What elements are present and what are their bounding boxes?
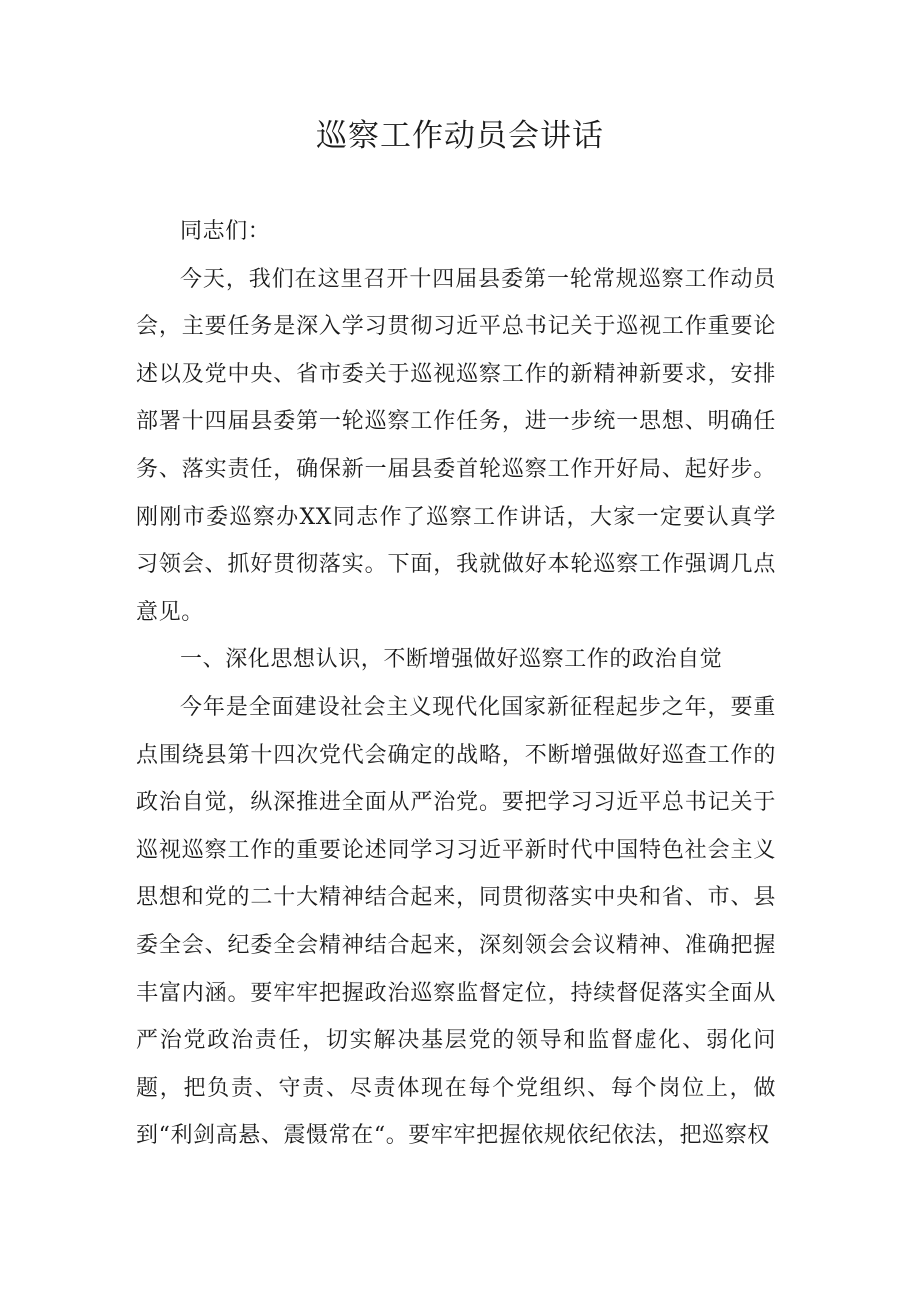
document-title: 巡察工作动员会讲话 (316, 118, 604, 154)
opening-paragraph: 今天，我们在这里召开十四届县委第一轮常规巡察工作动员会，主要任务是深入学习贯彻习近平总书记关于巡视工作重要论述以及党中央、省市委关于巡视巡察工作的新精神新要求，安排部署十四届县委第一轮巡察工作任务，进一步统一思想、明确任务、落实责任，确保新一届县委首轮巡察工作开好局、起好步。刚刚市委巡察办XX同志作了巡察工作讲话，大家一定要认真学习领会、抓好贯彻落实。下面，我就做好本轮巡察工作强调几点意见。 (136, 266, 776, 625)
salutation-paragraph: 同志们： (180, 219, 271, 244)
section-heading: 一、深化思想认识，不断增强做好巡察工作的政治自觉 (180, 647, 723, 673)
body-paragraph: 今年是全面建设社会主义现代化国家新征程起步之年，要重点围绕县第十四次党代会确定的战略，不断增强做好巡查工作的政治自觉，纵深推进全面从严治党。要把学习习近平总书记关于巡视巡察工作的重要论述同学习习近平新时代中国特色社会主义思想和党的二十大精神结合起来，同贯彻落实中央和省、市、县委全会、纪委全会精神结合起来，深刻领会会议精神、准确把握丰富内涵。要牢牢把握政治巡察监督定位，持续督促落实全面从严治党政治责任，切实解决基层党的领导和监督虚化、弱化问题，把负责、守责、尽责体现在每个党组织、每个岗位上，做到“利剑高悬、震慑常在“。要牢牢把握依规依纪依法，把巡察权 (136, 694, 776, 1149)
document-body (136, 208, 776, 1160)
